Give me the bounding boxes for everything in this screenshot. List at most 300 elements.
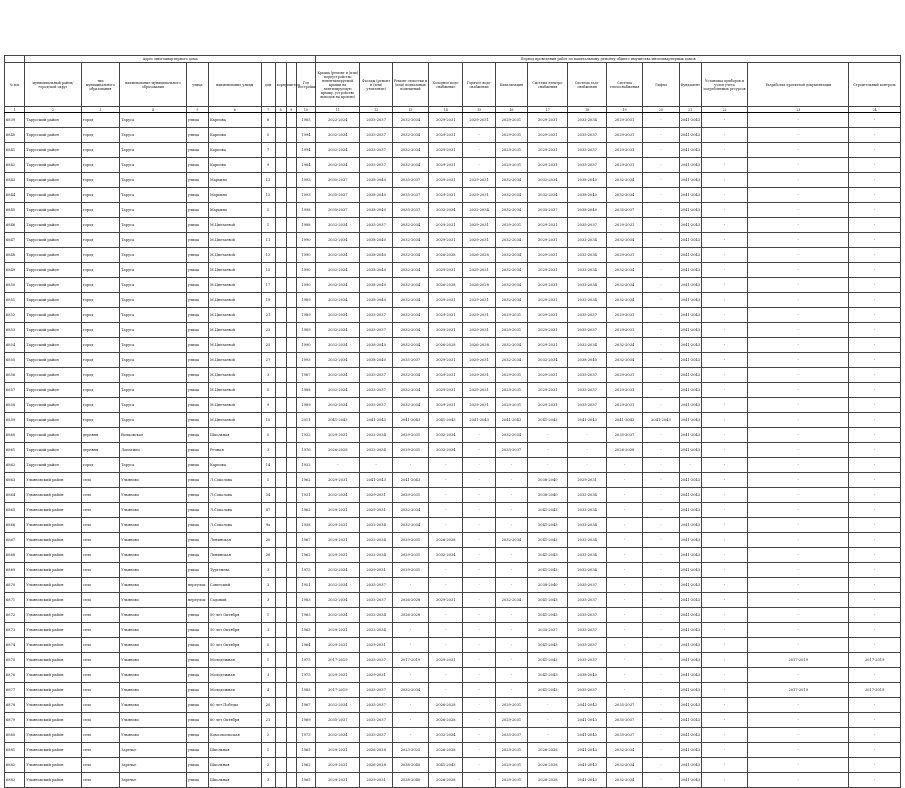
table-cell: 2032-2034 (606, 263, 642, 278)
table-cell: 2035-2037 (568, 398, 606, 413)
table-cell: 2035-2037 (495, 728, 527, 743)
table-cell: - (463, 158, 495, 173)
table-cell: 1990 (296, 263, 315, 278)
table-cell: 1951 (296, 578, 315, 593)
table-cell (286, 593, 296, 608)
table-cell: село (81, 563, 119, 578)
table-cell: 2017-2019 (392, 653, 428, 668)
table-cell: 2017-2019 (316, 683, 360, 698)
table-cell: 2032-2034 (316, 293, 360, 308)
table-cell: 2038-2040 (360, 263, 392, 278)
table-cell: 2041-2043 (679, 518, 701, 533)
table-cell: 50 лет Октября (208, 638, 261, 653)
table-cell: 2032-2034 (568, 518, 606, 533)
table-cell (275, 638, 286, 653)
table-cell: улица (186, 353, 208, 368)
column-header: Канализация (495, 63, 527, 107)
table-row (5, 608, 901, 623)
table-cell: 2029-2031 (495, 323, 527, 338)
table-cell: 6842 (5, 158, 25, 173)
table-cell: 2029-2031 (392, 428, 428, 443)
table-cell: улица (186, 368, 208, 383)
table-cell: Таруса (120, 323, 187, 338)
table-cell: - (748, 173, 849, 188)
table-cell: - (748, 443, 849, 458)
table-cell: 1989 (296, 323, 315, 338)
table-cell (286, 773, 296, 788)
table-cell: Таруса (120, 293, 187, 308)
table-cell: 2041-2043 (568, 698, 606, 713)
table-cell: 2035-2037 (606, 713, 642, 728)
table-cell: 2029-2031 (316, 623, 360, 638)
table-cell: - (748, 638, 849, 653)
table-cell: - (849, 248, 901, 263)
table-cell: - (748, 473, 849, 488)
table-cell: 2026-2028 (360, 758, 392, 773)
table-cell: Карпова (208, 128, 261, 143)
table-cell: 2032-2034 (495, 338, 527, 353)
table-cell: 9 (261, 398, 275, 413)
table-cell: 2029-2031 (429, 263, 463, 278)
table-row (5, 758, 901, 773)
table-cell: 2029-2031 (606, 383, 642, 398)
table-cell (275, 773, 286, 788)
table-cell: М.Цветаевой (208, 323, 261, 338)
table-cell: 2035-2037 (360, 593, 392, 608)
table-cell (275, 668, 286, 683)
table-cell: 2026-2028 (429, 713, 463, 728)
table-cell: - (748, 773, 849, 788)
table-cell: М.Цветаевой (208, 353, 261, 368)
table-cell: Ульяново (120, 683, 187, 698)
table-cell: 2026-2028 (392, 593, 428, 608)
table-cell (275, 143, 286, 158)
table-cell: Тарусский район (25, 293, 82, 308)
table-cell: село (81, 533, 119, 548)
table-cell: 2029-2031 (316, 773, 360, 788)
table-cell: 2029-2031 (316, 743, 360, 758)
table-cell: улица (186, 773, 208, 788)
table-cell: 2029-2031 (392, 548, 428, 563)
table-cell: 2026-2028 (429, 533, 463, 548)
table-cell: 2029-2031 (528, 278, 568, 293)
table-cell (275, 368, 286, 383)
table-cell: 6876 (5, 668, 25, 683)
table-cell: 2032-2034 (606, 353, 642, 368)
table-cell (275, 458, 286, 473)
table-cell: 1998 (296, 203, 315, 218)
table-cell: - (463, 713, 495, 728)
table-cell (286, 428, 296, 443)
table-cell: 2032-2034 (392, 683, 428, 698)
table-cell: 1 (261, 473, 275, 488)
table-cell: - (643, 743, 679, 758)
column-number: 13 (392, 107, 428, 113)
table-cell: 2032-2034 (392, 383, 428, 398)
table-cell: - (748, 698, 849, 713)
table-cell: - (643, 218, 679, 233)
table-cell: - (701, 503, 747, 518)
table-row (5, 308, 901, 323)
table-cell (275, 593, 286, 608)
table-cell: 2029-2031 (606, 323, 642, 338)
table-cell: 6855 (5, 353, 25, 368)
table-cell: - (849, 383, 901, 398)
table-cell: - (463, 518, 495, 533)
table-cell: - (463, 638, 495, 653)
table-cell: 1962 (296, 548, 315, 563)
table-cell: 2041-2043 (679, 158, 701, 173)
table-cell: Ульяновский район (25, 773, 82, 788)
table-cell: - (643, 248, 679, 263)
table-cell: - (495, 668, 527, 683)
table-cell: 1962 (296, 758, 315, 773)
table-cell (286, 233, 296, 248)
table-cell: - (643, 278, 679, 293)
table-cell: - (643, 503, 679, 518)
table-cell (275, 188, 286, 203)
table-cell: 2041-2043 (316, 413, 360, 428)
table-cell: 1932 (296, 428, 315, 443)
table-cell: 2032-2034 (316, 698, 360, 713)
table-cell: 2029-2031 (429, 383, 463, 398)
table-cell: - (701, 308, 747, 323)
table-cell: 2038-2040 (568, 668, 606, 683)
table-cell: 2029-2031 (606, 308, 642, 323)
table-cell: - (748, 158, 849, 173)
table-cell: 2038-2040 (568, 203, 606, 218)
table-cell: - (701, 458, 747, 473)
table-cell: - (701, 638, 747, 653)
table-cell: 2035-2037 (316, 203, 360, 218)
table-cell: 25 (261, 338, 275, 353)
table-row (5, 143, 901, 158)
table-cell (286, 263, 296, 278)
table-cell: - (643, 353, 679, 368)
table-cell: 2029-2031 (495, 158, 527, 173)
table-cell: 7 (261, 143, 275, 158)
table-cell (286, 548, 296, 563)
table-cell: - (701, 248, 747, 263)
table-row (5, 413, 901, 428)
column-header: Холодное водо-снабжение (429, 63, 463, 107)
table-row (5, 218, 901, 233)
table-cell: 2029-2031 (360, 773, 392, 788)
table-cell: 2032-2034 (316, 383, 360, 398)
table-cell (275, 728, 286, 743)
table-cell: 2032-2034 (568, 533, 606, 548)
table-cell: 2035-2037 (360, 578, 392, 593)
table-cell (286, 443, 296, 458)
table-cell: - (748, 503, 849, 518)
table-cell: 2035-2037 (568, 308, 606, 323)
table-cell (275, 173, 286, 188)
table-cell: - (606, 608, 642, 623)
table-cell: улица (186, 698, 208, 713)
table-cell: - (606, 473, 642, 488)
table-cell: 6877 (5, 683, 25, 698)
table-cell: Ульяновский район (25, 743, 82, 758)
table-cell: 2032-2034 (606, 758, 642, 773)
table-cell: - (701, 353, 747, 368)
table-cell: М.Цветаевой (208, 263, 261, 278)
column-header: Разработка проектной документации (748, 63, 849, 107)
table-cell: 2029-2031 (606, 248, 642, 263)
table-cell: 6841 (5, 143, 25, 158)
table-cell: 2032-2034 (316, 563, 360, 578)
table-cell: - (392, 458, 428, 473)
table-cell: - (643, 173, 679, 188)
table-cell: - (463, 698, 495, 713)
table-cell: 2032-2034 (528, 353, 568, 368)
table-cell: село (81, 683, 119, 698)
table-cell: - (748, 323, 849, 338)
table-cell: - (606, 623, 642, 638)
table-cell: - (849, 503, 901, 518)
table-cell: 6872 (5, 608, 25, 623)
table-cell: улица (186, 338, 208, 353)
column-header: Лифты (643, 63, 679, 107)
table-cell: 2029-2031 (392, 443, 428, 458)
table-cell: М.Цветаевой (208, 338, 261, 353)
table-cell: - (463, 728, 495, 743)
table-cell: - (429, 668, 463, 683)
column-number: 10 (296, 107, 315, 113)
table-cell: - (701, 413, 747, 428)
table-cell: 2041-2043 (528, 548, 568, 563)
table-cell: улица (186, 683, 208, 698)
table-cell (286, 743, 296, 758)
table-cell: 2026-2028 (463, 338, 495, 353)
table-cell: - (849, 113, 901, 128)
table-cell: - (392, 623, 428, 638)
table-cell: 2029-2031 (392, 488, 428, 503)
table-cell: 5 (261, 638, 275, 653)
table-cell: Ульяновский район (25, 638, 82, 653)
table-cell: 2029-2031 (495, 773, 527, 788)
table-cell: 2026-2028 (316, 443, 360, 458)
table-cell: - (606, 548, 642, 563)
table-cell: 1990 (296, 338, 315, 353)
table-cell: 2032-2034 (360, 608, 392, 623)
table-cell: 2029-2031 (495, 758, 527, 773)
table-cell: 2029-2031 (429, 143, 463, 158)
table-cell: 2029-2031 (316, 758, 360, 773)
table-cell: 2029-2031 (495, 713, 527, 728)
table-cell: улица (186, 518, 208, 533)
table-cell: 6857 (5, 383, 25, 398)
table-cell: - (643, 698, 679, 713)
table-cell: 2026-2028 (429, 248, 463, 263)
table-cell: 2026-2028 (606, 443, 642, 458)
table-cell: - (643, 398, 679, 413)
table-cell: 2032-2034 (568, 278, 606, 293)
table-cell: 2038-2040 (360, 338, 392, 353)
table-cell: 2032-2034 (495, 233, 527, 248)
table-row (5, 578, 901, 593)
table-cell: деревня (81, 428, 119, 443)
table-cell: - (748, 668, 849, 683)
table-cell: 2029-2031 (463, 308, 495, 323)
column-number: 5 (186, 107, 208, 113)
table-cell: 3 (261, 578, 275, 593)
table-cell: город (81, 218, 119, 233)
table-cell: - (606, 518, 642, 533)
table-cell: - (748, 488, 849, 503)
table-cell: - (701, 188, 747, 203)
table-cell: 2032-2034 (392, 233, 428, 248)
table-cell: 2032-2034 (316, 593, 360, 608)
table-cell: 2041-2043 (568, 728, 606, 743)
table-cell: Ульяново (120, 653, 187, 668)
table-cell: Таруса (120, 248, 187, 263)
table-cell: - (849, 428, 901, 443)
table-cell (286, 293, 296, 308)
table-cell: Тарусский район (25, 143, 82, 158)
table-cell: 2032-2034 (392, 263, 428, 278)
table-cell: - (495, 458, 527, 473)
table-cell: 2035-2037 (568, 383, 606, 398)
table-row (5, 743, 901, 758)
table-cell (275, 263, 286, 278)
table-cell: 1964 (296, 638, 315, 653)
table-cell: 2029-2031 (528, 113, 568, 128)
table-cell: - (643, 728, 679, 743)
table-cell: Ульяновский район (25, 608, 82, 623)
table-cell: Таруса (120, 308, 187, 323)
table-cell: - (701, 368, 747, 383)
table-cell: Ульяновский район (25, 578, 82, 593)
table-cell: 21 (261, 713, 275, 728)
table-cell: Школьная (208, 773, 261, 788)
table-cell (275, 743, 286, 758)
table-cell: - (643, 668, 679, 683)
table-cell: 2029-2031 (528, 263, 568, 278)
table-cell (275, 713, 286, 728)
table-cell: - (643, 158, 679, 173)
table-cell: 26 (261, 548, 275, 563)
table-cell (275, 308, 286, 323)
table-cell: 2041-2043 (679, 563, 701, 578)
table-cell: - (463, 503, 495, 518)
table-cell: Таруса (120, 458, 187, 473)
table-cell (286, 533, 296, 548)
table-cell: 2035-2037 (606, 698, 642, 713)
table-cell: улица (186, 188, 208, 203)
table-cell: Таруса (120, 353, 187, 368)
table-cell: улица (186, 248, 208, 263)
table-cell: 2032-2034 (568, 263, 606, 278)
table-cell (275, 128, 286, 143)
table-cell: Заречье (120, 758, 187, 773)
table-cell (275, 323, 286, 338)
table-cell: село (81, 713, 119, 728)
table-cell (286, 338, 296, 353)
table-cell: 2032-2034 (316, 278, 360, 293)
table-cell: 6854 (5, 338, 25, 353)
table-cell: 2032-2034 (568, 248, 606, 263)
table-cell: 1989 (296, 398, 315, 413)
table-cell: - (495, 518, 527, 533)
table-cell: - (748, 458, 849, 473)
table-cell (275, 578, 286, 593)
table-cell (286, 368, 296, 383)
table-cell: 2035-2037 (316, 713, 360, 728)
table-cell: Карпова (208, 113, 261, 128)
table-cell: 50 лет Октября (208, 623, 261, 638)
table-cell: 1984 (296, 158, 315, 173)
table-cell: 2029-2031 (495, 113, 527, 128)
group-spacer-left (5, 56, 25, 63)
table-cell: 2041-2043 (679, 503, 701, 518)
table-cell: - (463, 533, 495, 548)
table-cell: - (849, 203, 901, 218)
table-cell: 2041-2043 (495, 413, 527, 428)
table-cell: 1989 (296, 308, 315, 323)
table-cell: 2029-2031 (316, 518, 360, 533)
table-cell: - (463, 668, 495, 683)
table-cell: 2029-2031 (429, 173, 463, 188)
table-cell: 2032-2034 (360, 533, 392, 548)
table-cell: - (429, 683, 463, 698)
table-cell: 2041-2043 (528, 683, 568, 698)
table-cell: 2026-2028 (429, 743, 463, 758)
table-cell: 2035-2037 (392, 188, 428, 203)
table-cell: 1 (261, 218, 275, 233)
table-cell: - (849, 263, 901, 278)
table-cell: 2032-2034 (495, 428, 527, 443)
table-cell: - (748, 263, 849, 278)
table-cell: Ульяновский район (25, 593, 82, 608)
table-cell: 50 лет Октября (208, 608, 261, 623)
table-cell: 2032-2034 (495, 173, 527, 188)
table-cell: - (679, 458, 701, 473)
table-cell: улица (186, 203, 208, 218)
table-cell: 2029-2031 (606, 113, 642, 128)
table-cell: - (643, 773, 679, 788)
table-cell: - (701, 128, 747, 143)
column-header: Горячее водо-снабжение (463, 63, 495, 107)
table-cell: улица (186, 383, 208, 398)
table-cell: 2035-2037 (606, 428, 642, 443)
table-cell: 2038-2040 (392, 758, 428, 773)
table-cell: 2029-2031 (495, 368, 527, 383)
table-cell: Тарусский район (25, 203, 82, 218)
table-cell: Ульяновский район (25, 473, 82, 488)
table-cell: 2032-2034 (360, 443, 392, 458)
table-cell: - (701, 263, 747, 278)
table-cell: Л.Соколова (208, 518, 261, 533)
table-cell: - (701, 158, 747, 173)
table-cell: 23 (261, 323, 275, 338)
table-cell: 2041-2043 (528, 653, 568, 668)
table-cell: Л.Соколова (208, 488, 261, 503)
table-cell: 6864 (5, 488, 25, 503)
table-row (5, 128, 901, 143)
table-cell: 2032-2034 (392, 398, 428, 413)
table-cell: Тарусский район (25, 173, 82, 188)
table-cell: 2041-2043 (679, 218, 701, 233)
table-cell: 17 (261, 278, 275, 293)
table-cell: - (748, 578, 849, 593)
table-cell: 3 (261, 668, 275, 683)
table-cell (286, 173, 296, 188)
table-cell: 2035-2037 (360, 383, 392, 398)
table-cell: - (849, 533, 901, 548)
table-cell: 2041-2043 (679, 758, 701, 773)
table-cell: - (463, 743, 495, 758)
table-cell: - (528, 728, 568, 743)
